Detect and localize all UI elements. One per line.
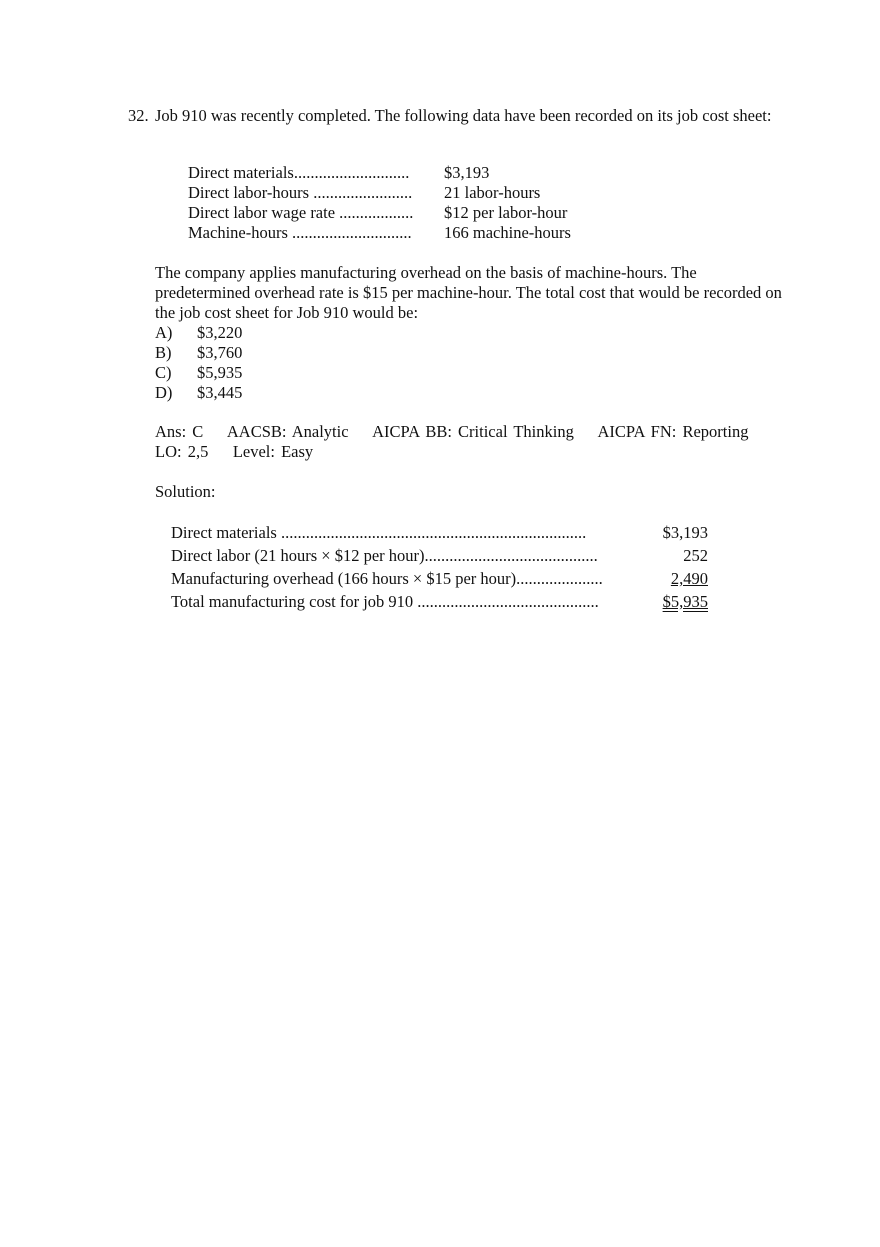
solution-row-value: 252 bbox=[683, 546, 708, 565]
solution-row-value bbox=[631, 592, 708, 612]
given-label: Machine-hours ............................. bbox=[188, 223, 412, 242]
given-label: Direct labor-hours ........................ bbox=[188, 183, 413, 202]
solution-heading: Solution: bbox=[155, 482, 216, 501]
total-value: $5,935 bbox=[662, 592, 708, 611]
question-prompt: The company applies manufacturing overhead on the basis of machine-hours. The predetermined overhead rate is $15 per machine-hour. The total cost that would be recorded on the job cost sheet for Job 910 would be: bbox=[155, 263, 782, 322]
choice-letter: A) bbox=[155, 323, 173, 342]
given-value: 21 labor-hours bbox=[444, 183, 541, 202]
choice-value: $3,760 bbox=[197, 343, 243, 362]
table-row bbox=[171, 592, 708, 615]
solution-row-value bbox=[631, 569, 708, 589]
choice-value: $3,220 bbox=[197, 323, 243, 342]
solution-row-label: Total manufacturing cost for job 910 ............................................ bbox=[171, 592, 599, 611]
given-value: $3,193 bbox=[444, 163, 490, 182]
choice-letter: C) bbox=[155, 363, 172, 382]
table-row bbox=[171, 523, 708, 546]
table-row bbox=[171, 569, 708, 592]
given-row bbox=[188, 223, 571, 243]
given-label: Direct labor wage rate .................. bbox=[188, 203, 414, 222]
given-row bbox=[188, 183, 571, 203]
given-value: 166 machine-hours bbox=[444, 223, 571, 242]
answer-choice bbox=[155, 323, 242, 343]
given-data-list bbox=[188, 163, 571, 243]
choice-letter: D) bbox=[155, 383, 173, 402]
question-text: Job 910 was recently completed. The following data have been recorded on its job cost sheet: bbox=[155, 106, 772, 125]
answer-choice bbox=[155, 343, 242, 363]
answer-meta-line-2: LO: 2,5 Level: Easy bbox=[155, 442, 314, 461]
solution-row-label: Manufacturing overhead (166 hours × $15 per hour)..................... bbox=[171, 569, 603, 588]
choice-letter: B) bbox=[155, 343, 172, 362]
answer-choice bbox=[155, 383, 242, 403]
answer-choices bbox=[155, 323, 242, 403]
given-row bbox=[188, 163, 571, 183]
given-label: Direct materials............................ bbox=[188, 163, 410, 182]
answer-meta-line-1: Ans: C AACSB: Analytic AICPA BB: Critical Thinking AICPA FN: Reporting bbox=[155, 422, 749, 441]
solution-row-label: Direct labor (21 hours × $12 per hour).......................................... bbox=[171, 546, 598, 565]
solution-row-label: Direct materials .......................................................................... bbox=[171, 523, 587, 542]
answer-choice bbox=[155, 363, 242, 383]
choice-value: $5,935 bbox=[197, 363, 243, 382]
table-row bbox=[171, 546, 708, 569]
subtotal-value: 2,490 bbox=[670, 569, 708, 588]
choice-value: $3,445 bbox=[197, 383, 243, 402]
solution-table bbox=[171, 523, 708, 615]
question-number: 32. bbox=[128, 106, 149, 125]
given-value: $12 per labor-hour bbox=[444, 203, 568, 222]
given-row bbox=[188, 203, 571, 223]
solution-row-value: $3,193 bbox=[662, 523, 708, 542]
